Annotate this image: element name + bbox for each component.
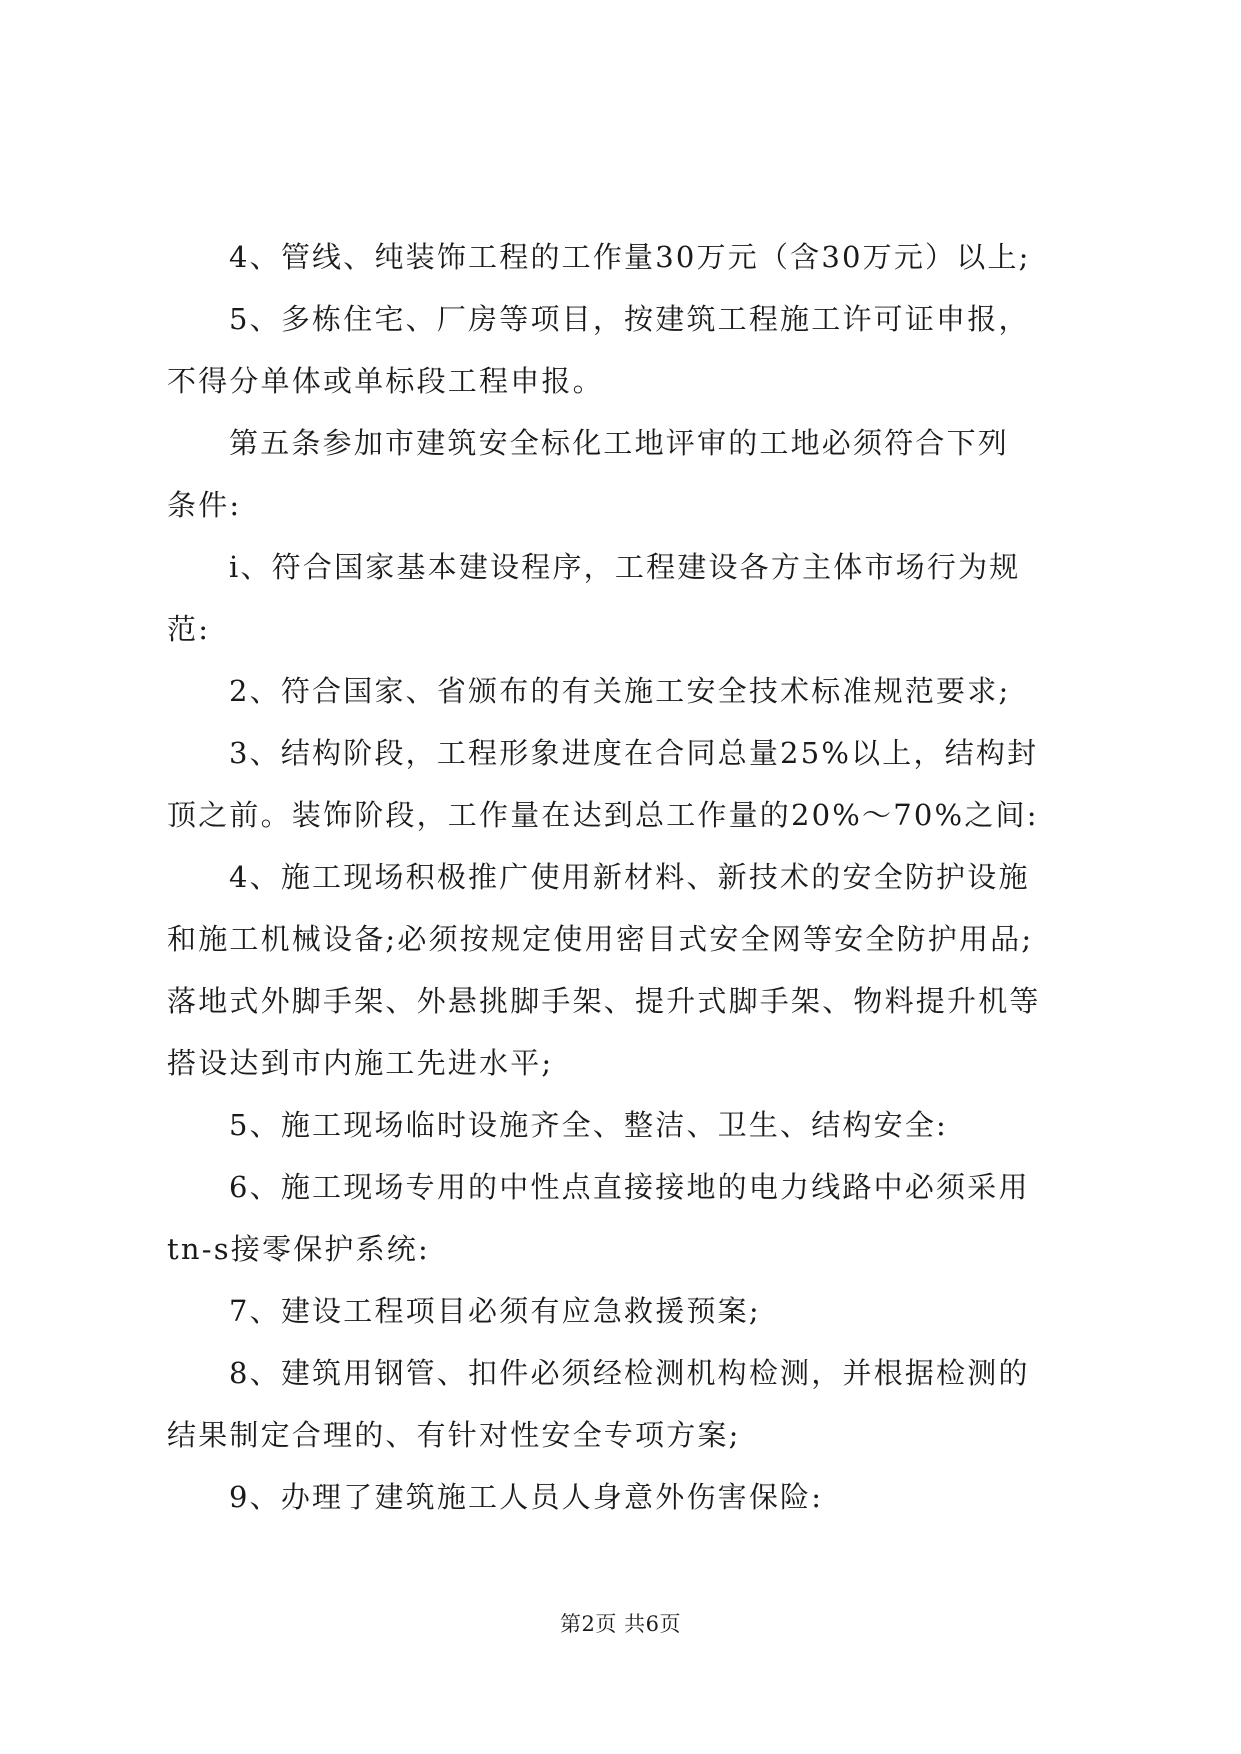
paragraph-line: 范: — [167, 612, 211, 646]
paragraph-line: 结果制定合理的、有针对性安全专项方案; — [167, 1418, 741, 1452]
page-number-footer: 第2页 共6页 — [560, 1612, 681, 1636]
paragraph-line: 不得分单体或单标段工程申报。 — [167, 364, 604, 398]
paragraph-line: 顶之前。装饰阶段，工作量在达到总工作量的20%～70%之间: — [167, 798, 1039, 832]
paragraph-line: 条件: — [167, 488, 242, 522]
paragraph-line: 8、建筑用钢管、扣件必须经检测机构检测，并根据检测的 — [229, 1356, 1030, 1390]
paragraph-line: 3、结构阶段，工程形象进度在合同总量25%以上，结构封 — [229, 736, 1039, 770]
document-body — [167, 226, 1083, 1528]
paragraph-line: 第五条参加市建筑安全标化工地评审的工地必须符合下列 — [229, 426, 1010, 460]
paragraph-line: 2、符合国家、省颁布的有关施工安全技术标准规范要求; — [229, 674, 1011, 708]
paragraph-line: 4、施工现场积极推广使用新材料、新技术的安全防护设施 — [229, 860, 1030, 894]
paragraph-line: 4、管线、纯装饰工程的工作量30万元（含30万元）以上; — [229, 240, 1031, 274]
paragraph-line: 7、建设工程项目必须有应急救援预案; — [229, 1294, 761, 1328]
paragraph-line: 和施工机械设备;必须按规定使用密目式安全网等安全防护用品; — [167, 922, 1034, 956]
paragraph-line: 搭设达到市内施工先进水平; — [167, 1046, 554, 1080]
paragraph-line: tn-s接零保护系统: — [167, 1232, 430, 1266]
paragraph-line: 5、施工现场临时设施齐全、整洁、卫生、结构安全: — [229, 1108, 949, 1142]
paragraph-line: 9、办理了建筑施工人员人身意外伤害保险: — [229, 1480, 824, 1514]
paragraph-line: 6、施工现场专用的中性点直接接地的电力线路中必须采用 — [229, 1170, 1030, 1204]
paragraph-line: 5、多栋住宅、厂房等项目，按建筑工程施工许可证申报， — [229, 302, 1030, 336]
paragraph-line: i、符合国家基本建设程序，工程建设各方主体市场行为规 — [229, 550, 1021, 584]
paragraph-line: 落地式外脚手架、外悬挑脚手架、提升式脚手架、物料提升机等 — [167, 984, 1041, 1018]
